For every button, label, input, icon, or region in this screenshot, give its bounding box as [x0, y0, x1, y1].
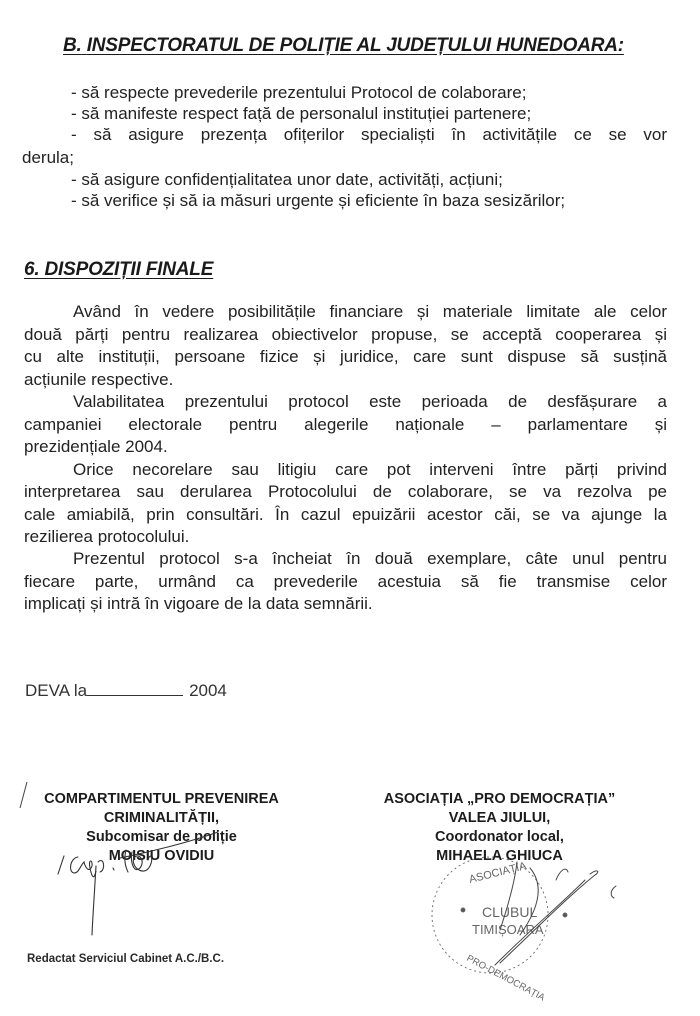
paragraph-line: acțiunile respective.: [24, 370, 174, 389]
paragraph-line: prezidențiale 2004.: [24, 437, 168, 456]
stamp-bottom-text: PRO-DEMOCRAȚIA: [464, 952, 547, 1004]
paragraph-line: interpretarea sau derularea Protocolului de colaborare, se va rezolva pe: [24, 482, 667, 501]
sig-right-org-2: VALEA JIULUI,: [448, 810, 551, 826]
footer-note: Redactat Serviciul Cabinet A.C./B.C.: [27, 953, 225, 965]
stamp-top-text: ASOCIAȚIA: [467, 860, 528, 886]
paragraph-line: cale amiabilă, prin consultări. În cazul epuizării acestor căi, se va ajunge la: [24, 505, 667, 524]
paragraph-line: cu alte instituții, persoane fizice și juridice, care sunt dispuse să susțină: [24, 347, 667, 366]
paragraph-line: Orice necorelare sau litigiu care pot interveni între părți privind: [73, 460, 667, 479]
list-item: - să manifeste respect față de personalul instituției partenere;: [71, 104, 532, 123]
sig-right-role: Coordonator local,: [435, 829, 564, 845]
sig-left-rank: Subcomisar de poliție: [86, 829, 237, 845]
section-b-prefix: B.: [63, 35, 82, 56]
paragraph-line: fiecare parte, urmând ca prevederile acestuia să fie transmise celor: [24, 572, 667, 591]
paragraph-line: campaniei electorale pentru alegerile naționale – parlamentare și: [24, 415, 667, 434]
signature-block-left: [24, 790, 299, 866]
date-year: 2004: [189, 681, 227, 700]
list-item: - să asigure prezența ofițerilor specialiști în activitățile ce se vor: [71, 125, 667, 144]
stamp-center-line1: CLUBUL: [482, 904, 538, 920]
list-item-continuation: derula;: [22, 148, 74, 167]
paragraph-line: Având în vedere posibilitățile financiare și materiale limitate ale celor: [73, 302, 667, 321]
paragraph-line: Prezentul protocol s-a încheiat în două exemplare, câte unul pentru: [73, 549, 667, 568]
list-item: - să asigure confidențialitatea unor date, activități, acțiuni;: [71, 170, 503, 189]
round-stamp: [432, 857, 567, 973]
list-item: - să verifice și să ia măsuri urgente și eficiente în baza sesizărilor;: [71, 191, 566, 210]
sig-right-name: MIHAELA GHIUCA: [436, 848, 563, 864]
stamp-text: [465, 860, 548, 1004]
sig-left-org: COMPARTIMENTUL PREVENIREA: [44, 791, 279, 807]
sig-left-org-2: CRIMINALITĂȚII,: [103, 810, 220, 826]
section-b-heading: [63, 35, 624, 57]
list-item: - să respecte prevederile prezentului Protocol de colaborare;: [71, 83, 527, 102]
date-line: [25, 681, 227, 701]
section-6-heading: 6. DISPOZIȚII FINALE: [24, 259, 214, 280]
date-blank-field: [87, 681, 183, 696]
sig-left-name: MOISIU OVIDIU: [108, 848, 215, 864]
signature-block-right: [362, 790, 637, 866]
sig-right-org: ASOCIAȚIA „PRO DEMOCRAȚIA”: [383, 791, 616, 807]
paragraph-line: Valabilitatea prezentului protocol este perioada de desfășurare a: [73, 392, 667, 411]
stamp-center-line2: TIMIȘOARA: [472, 922, 544, 937]
paragraph-line: rezilierea protocolului.: [24, 527, 190, 546]
section-b-title: INSPECTORATUL DE POLIȚIE AL JUDEȚULUI HUNEDOARA:: [86, 35, 624, 56]
date-place: DEVA la: [25, 681, 88, 700]
right-handwritten-signature: [495, 862, 616, 965]
paragraph-line: implicați și intră în vigoare de la data semnării.: [24, 594, 373, 613]
paragraph-line: două părți pentru realizarea obiectivelor propuse, se acceptă cooperarea și: [24, 325, 667, 344]
